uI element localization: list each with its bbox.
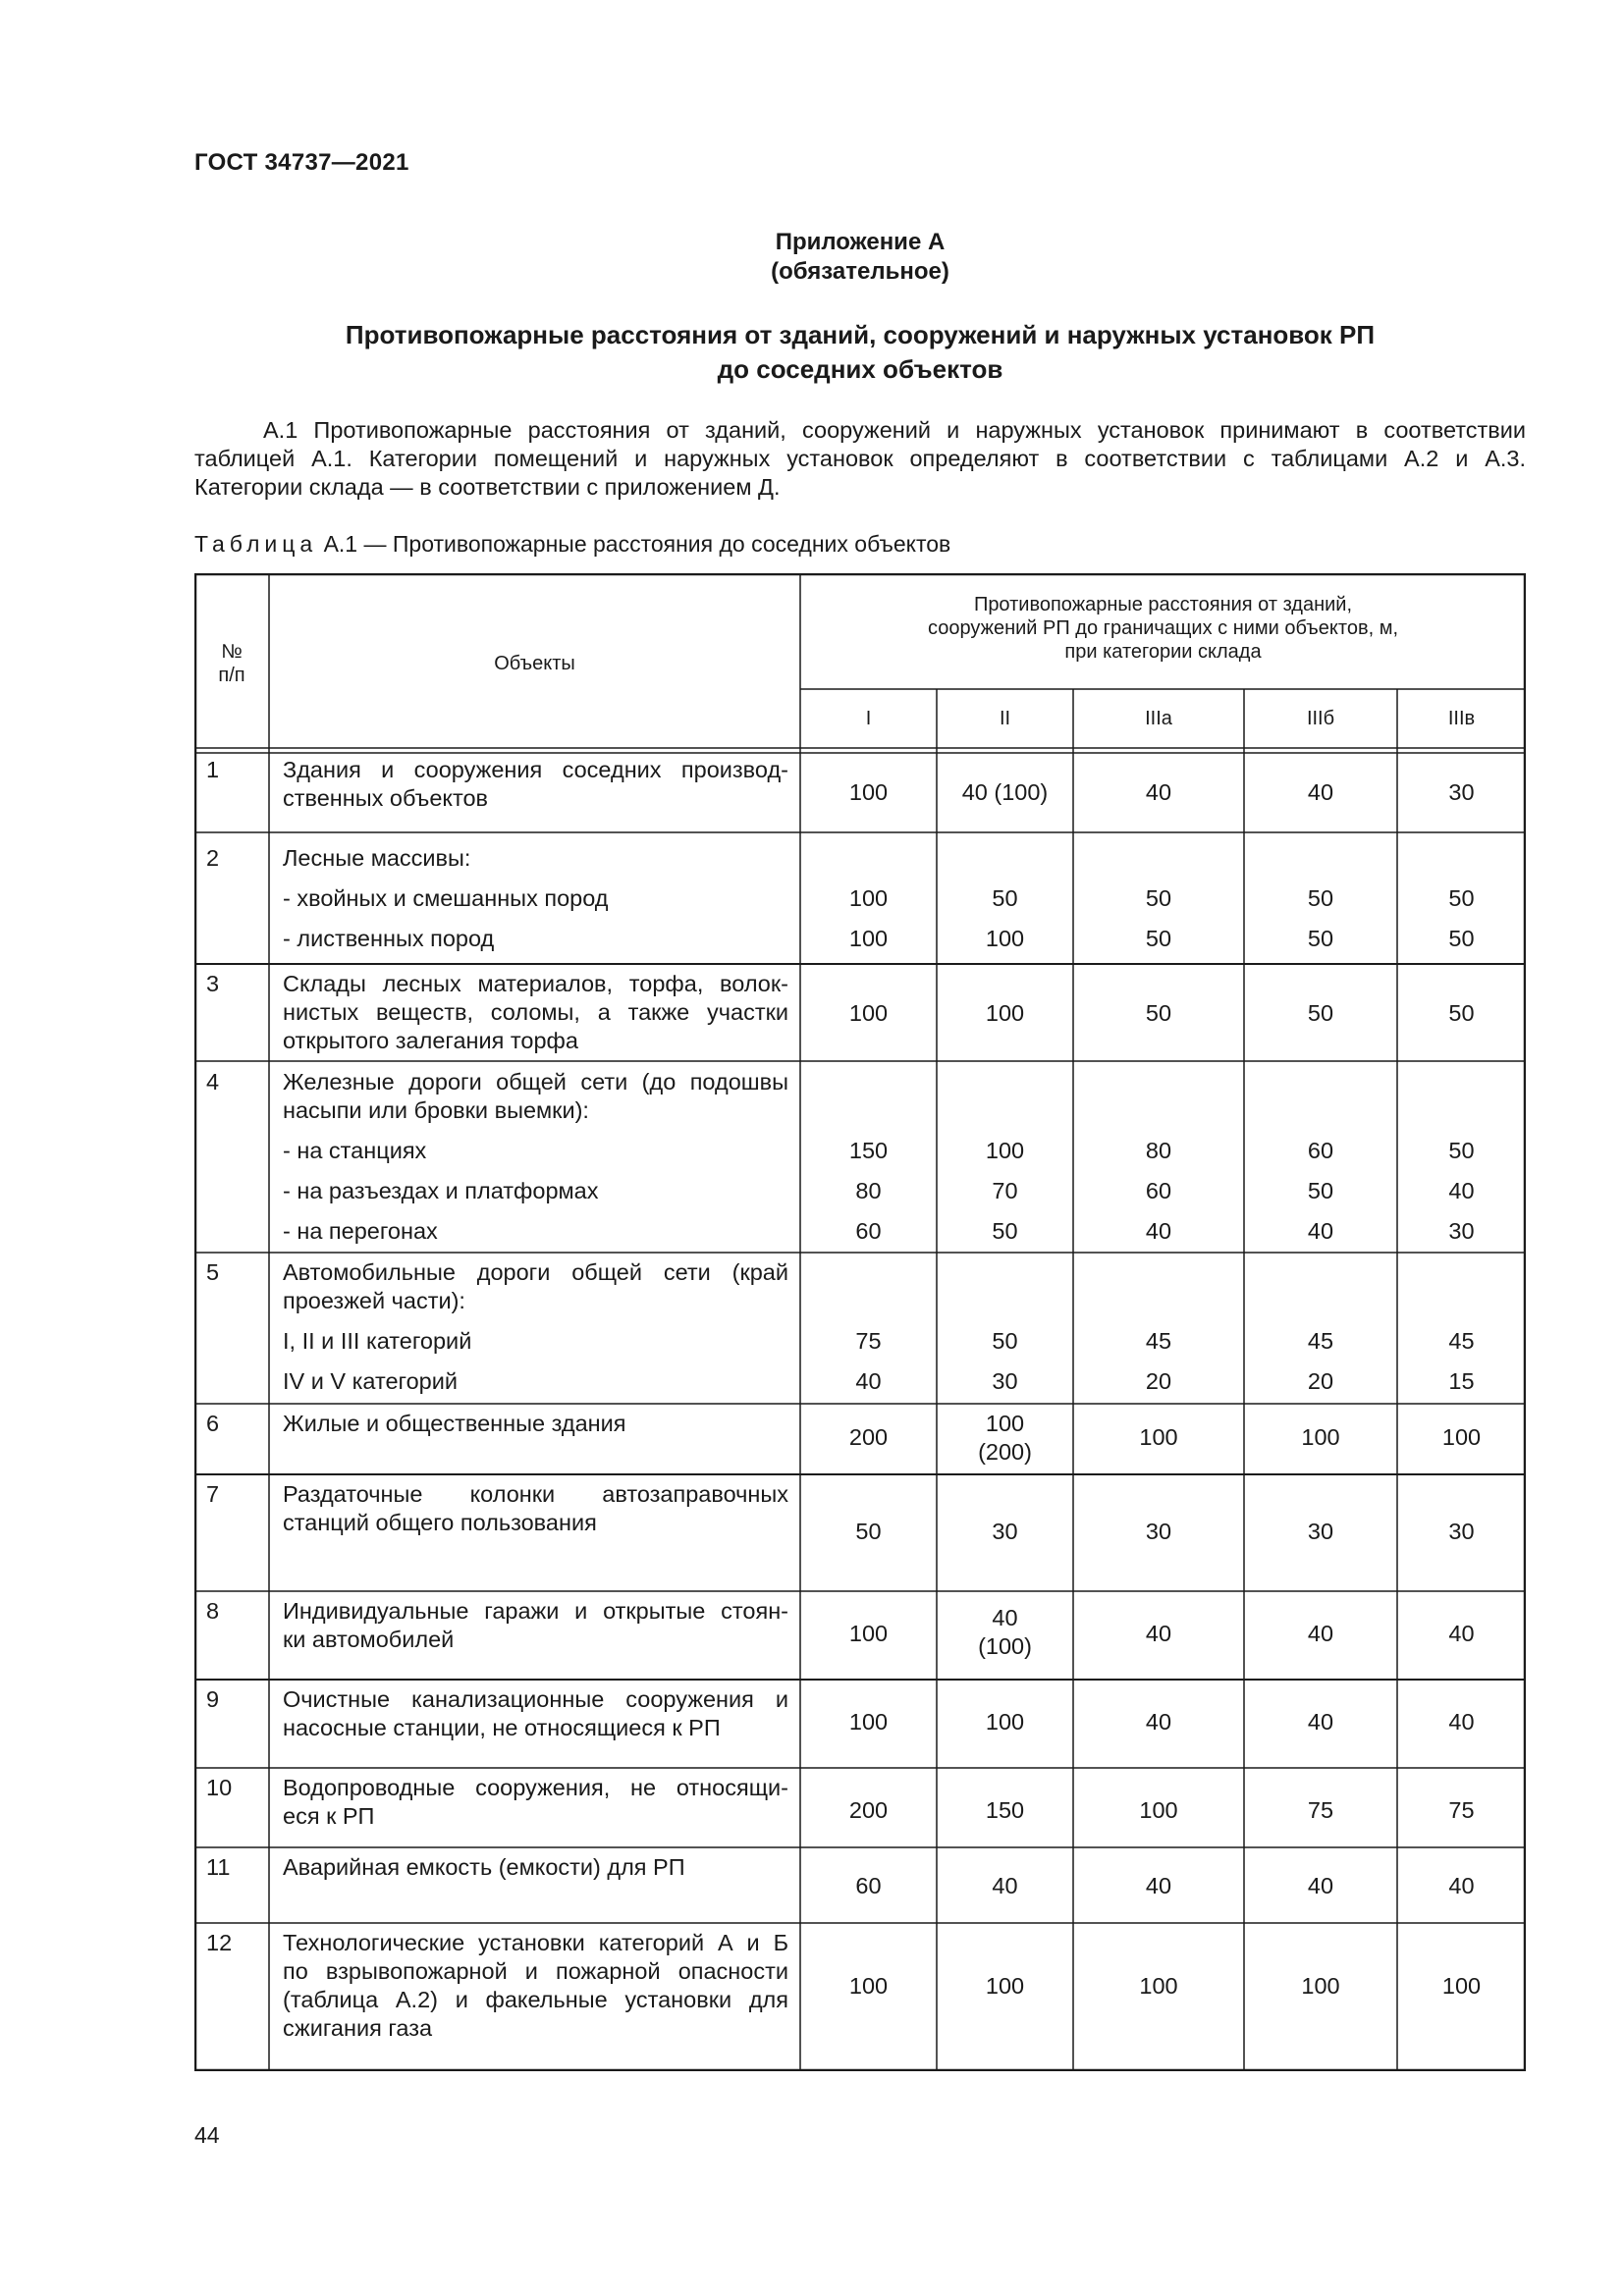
- row-6-value-2: [937, 1410, 1073, 1467]
- row-2-num: 2: [206, 845, 220, 871]
- annex-title: Приложение А: [775, 229, 946, 255]
- row-12-value-3: 100: [1139, 1973, 1178, 1999]
- row-8-value-2-line-1: 40: [992, 1605, 1018, 1630]
- row-10-value-2: 150: [985, 1797, 1025, 1823]
- header-category-3b: IIIб: [1306, 708, 1335, 729]
- row-4-line-3: - на станциях: [283, 1138, 427, 1163]
- row-2b-value-4: 50: [1307, 926, 1334, 951]
- row-6-value-2-line-1: 100: [985, 1411, 1025, 1436]
- row-6-value-5: 100: [1441, 1424, 1482, 1450]
- row-2a-value-5: 50: [1448, 885, 1475, 911]
- row-6-value-4: 100: [1301, 1424, 1340, 1450]
- row-12-num: 12: [206, 1930, 233, 1955]
- row-1-object: [283, 756, 788, 813]
- row-5b-value-1: 40: [855, 1368, 882, 1394]
- row-5-line-3: I, II и III категорий: [283, 1328, 472, 1354]
- row-10-object: [283, 1774, 788, 1831]
- row-8-value-5: 40: [1448, 1621, 1475, 1646]
- row-11-value-3: 40: [1145, 1873, 1172, 1898]
- row-4c-value-4: 40: [1307, 1218, 1334, 1244]
- row-7-line-2: станций общего пользования: [283, 1510, 597, 1535]
- row-7-value-3: 30: [1145, 1519, 1172, 1544]
- row-9-value-5: 40: [1448, 1709, 1475, 1735]
- row-9-value-3: 40: [1145, 1709, 1172, 1735]
- header-category-3v: IIIв: [1447, 708, 1476, 729]
- header-group-line-3: при категории склада: [1064, 641, 1262, 663]
- row-9-value-4: 40: [1307, 1709, 1334, 1735]
- table-caption-text: А.1 — Противопожарные расстояния до соседних объектов: [317, 531, 951, 557]
- row-11-value-1: 60: [855, 1873, 882, 1898]
- row-4b-value-3: 60: [1145, 1178, 1172, 1203]
- row-4-num: 4: [206, 1069, 220, 1095]
- row-1-line-1: Здания и сооружения соседних производ-: [283, 757, 788, 782]
- row-4-line-1: Железные дороги общей сети (до подошвы: [283, 1069, 788, 1095]
- header-num-line-1: №: [221, 641, 243, 663]
- row-4-line-4: - на разъездах и платформах: [283, 1178, 599, 1203]
- row-4a-value-1: 150: [848, 1138, 889, 1163]
- row-8-value-2-line-2: (100): [978, 1633, 1032, 1659]
- row-11-value-2: 40: [992, 1873, 1018, 1898]
- row-1-value-2: 40 (100): [961, 779, 1049, 805]
- row-1-value-4: 40: [1307, 779, 1334, 805]
- row-2a-value-4: 50: [1307, 885, 1334, 911]
- row-5-object: [283, 1258, 788, 1396]
- row-12-value-4: 100: [1301, 1973, 1340, 1999]
- row-11-num: 11: [206, 1854, 231, 1880]
- document-code: ГОСТ 34737—2021: [194, 149, 409, 176]
- row-12-line-1: Технологические установки категорий А и Б: [283, 1930, 788, 1955]
- row-9-value-1: 100: [848, 1709, 889, 1735]
- row-5a-value-3: 45: [1145, 1328, 1172, 1354]
- row-4-line-2: насыпи или бровки выемки):: [283, 1097, 589, 1123]
- row-2b-value-5: 50: [1448, 926, 1475, 951]
- row-4-object: [283, 1068, 788, 1246]
- row-4c-value-3: 40: [1145, 1218, 1172, 1244]
- row-2b-value-3: 50: [1145, 926, 1172, 951]
- header-objects: Объекты: [494, 653, 575, 674]
- row-1-num: 1: [206, 757, 220, 782]
- row-5-line-2: проезжей части):: [283, 1288, 465, 1313]
- row-2-line-2: - хвойных и смешанных пород: [283, 885, 609, 911]
- paragraph-line-1: А.1 Противопожарные расстояния от зданий, сооружений и наружных установок принимают в соответствии: [263, 417, 1526, 443]
- row-4b-value-5: 40: [1448, 1178, 1475, 1203]
- row-6-value-2-line-2: (200): [978, 1439, 1032, 1465]
- row-2-object: [283, 844, 788, 953]
- row-7-object: [283, 1480, 788, 1537]
- row-11-value-5: 40: [1448, 1873, 1475, 1898]
- row-3-value-5: 50: [1448, 1000, 1475, 1026]
- page-number: 44: [194, 2122, 220, 2148]
- row-8-value-2: [937, 1604, 1073, 1661]
- row-5a-value-5: 45: [1448, 1328, 1475, 1354]
- row-11-object: Аварийная емкость (емкости) для РП: [283, 1854, 685, 1880]
- table-caption: [194, 531, 950, 558]
- row-12-line-4: сжигания газа: [283, 2015, 433, 2041]
- row-10-value-3: 100: [1139, 1797, 1178, 1823]
- row-4b-value-2: 70: [992, 1178, 1018, 1203]
- row-7-line-1: Раздаточные колонки автозаправочных: [283, 1481, 788, 1507]
- row-3-object: [283, 970, 788, 1055]
- row-8-line-1: Индивидуальные гаражи и открытые стоян-: [283, 1598, 788, 1624]
- row-5b-value-2: 30: [992, 1368, 1018, 1394]
- row-3-line-2: нистых веществ, соломы, а также участки: [283, 999, 788, 1025]
- header-category-1: I: [865, 708, 872, 729]
- annex-status: (обязательное): [771, 258, 949, 285]
- row-12-value-1: 100: [848, 1973, 889, 1999]
- annex-heading-line-2: до соседних объектов: [717, 354, 1003, 384]
- row-8-value-3: 40: [1145, 1621, 1172, 1646]
- row-4a-value-2: 100: [985, 1138, 1025, 1163]
- header-group-line-1: Противопожарные расстояния от зданий,: [973, 594, 1353, 615]
- row-2b-value-1: 100: [848, 926, 889, 951]
- row-7-value-2: 30: [992, 1519, 1018, 1544]
- row-8-object: [283, 1597, 788, 1654]
- row-5b-value-5: 15: [1448, 1368, 1475, 1394]
- row-12-value-2: 100: [985, 1973, 1025, 1999]
- row-4a-value-5: 50: [1448, 1138, 1475, 1163]
- row-2a-value-1: 100: [848, 885, 889, 911]
- table-caption-label: Таблица: [194, 531, 318, 557]
- row-5-line-4: IV и V категорий: [283, 1368, 458, 1394]
- row-9-line-1: Очистные канализационные сооружения и: [283, 1686, 788, 1712]
- row-12-object: [283, 1929, 788, 2043]
- row-8-num: 8: [206, 1598, 220, 1624]
- row-1-line-2: ственных объектов: [283, 785, 489, 811]
- row-1-value-1: 100: [848, 779, 889, 805]
- paragraph-line-3: Категории склада — в соответствии с приложением Д.: [194, 474, 781, 500]
- row-4c-value-2: 50: [992, 1218, 1018, 1244]
- row-4-line-5: - на перегонах: [283, 1218, 438, 1244]
- row-4c-value-1: 60: [855, 1218, 882, 1244]
- header-category-2: II: [999, 708, 1011, 729]
- row-3-value-3: 50: [1145, 1000, 1172, 1026]
- row-12-value-5: 100: [1441, 1973, 1482, 1999]
- row-4b-value-1: 80: [855, 1178, 882, 1203]
- row-5a-value-1: 75: [855, 1328, 882, 1354]
- row-6-object: Жилые и общественные здания: [283, 1411, 626, 1436]
- row-1-value-3: 40: [1145, 779, 1172, 805]
- row-3-num: 3: [206, 971, 220, 996]
- row-2a-value-3: 50: [1145, 885, 1172, 911]
- row-5-num: 5: [206, 1259, 220, 1285]
- header-distance-group: [800, 593, 1526, 664]
- row-10-line-1: Водопроводные сооружения, не относящи-: [283, 1775, 788, 1800]
- row-7-value-1: 50: [855, 1519, 882, 1544]
- row-4b-value-4: 50: [1307, 1178, 1334, 1203]
- intro-paragraph: [194, 416, 1526, 502]
- row-3-value-1: 100: [848, 1000, 889, 1026]
- row-6-num: 6: [206, 1411, 220, 1436]
- annex-heading-line-1: Противопожарные расстояния от зданий, сооружений и наружных установок РП: [345, 320, 1376, 349]
- row-5b-value-4: 20: [1307, 1368, 1334, 1394]
- row-7-value-5: 30: [1448, 1519, 1475, 1544]
- row-6-value-3: 100: [1139, 1424, 1178, 1450]
- row-10-num: 10: [206, 1775, 233, 1800]
- header-num: [194, 640, 269, 687]
- header-group-line-2: сооружений РП до граничащих с ними объектов, м,: [927, 617, 1398, 639]
- row-8-value-1: 100: [848, 1621, 889, 1646]
- row-10-value-4: 75: [1307, 1797, 1334, 1823]
- row-7-value-4: 30: [1307, 1519, 1334, 1544]
- row-12-line-3: (таблица А.2) и факельные установки для: [283, 1987, 788, 2012]
- row-4a-value-3: 80: [1145, 1138, 1172, 1163]
- row-11-value-4: 40: [1307, 1873, 1334, 1898]
- row-8-line-2: ки автомобилей: [283, 1627, 455, 1652]
- row-2a-value-2: 50: [992, 885, 1018, 911]
- row-4a-value-4: 60: [1307, 1138, 1334, 1163]
- row-9-object: [283, 1685, 788, 1742]
- row-8-value-4: 40: [1307, 1621, 1334, 1646]
- row-9-line-2: насосные станции, не относящиеся к РП: [283, 1715, 721, 1740]
- row-2-line-3: - лиственных пород: [283, 926, 495, 951]
- row-1-value-5: 30: [1448, 779, 1475, 805]
- row-9-num: 9: [206, 1686, 220, 1712]
- row-4c-value-5: 30: [1448, 1218, 1475, 1244]
- row-10-line-2: еся к РП: [283, 1803, 375, 1829]
- row-12-line-2: по взрывопожарной и пожарной опасности: [283, 1958, 788, 1984]
- row-2-line-1: Лесные массивы:: [283, 845, 471, 871]
- row-2b-value-2: 100: [985, 926, 1025, 951]
- row-9-value-2: 100: [985, 1709, 1025, 1735]
- row-3-value-2: 100: [985, 1000, 1025, 1026]
- row-3-line-3: открытого залегания торфа: [283, 1028, 578, 1053]
- row-6-value-1: 200: [848, 1424, 889, 1450]
- row-3-value-4: 50: [1307, 1000, 1334, 1026]
- paragraph-line-2: таблицей А.1. Категории помещений и наружных установок определяют в соответствии с таблицами А.2 и А.3.: [194, 446, 1526, 471]
- row-5a-value-2: 50: [992, 1328, 1018, 1354]
- header-num-line-2: п/п: [218, 665, 245, 686]
- distance-table: [194, 573, 1526, 2071]
- row-10-value-5: 75: [1448, 1797, 1475, 1823]
- header-category-3a: IIIа: [1145, 708, 1172, 729]
- row-7-num: 7: [206, 1481, 220, 1507]
- row-5a-value-4: 45: [1307, 1328, 1334, 1354]
- row-5-line-1: Автомобильные дороги общей сети (край: [283, 1259, 788, 1285]
- row-10-value-1: 200: [848, 1797, 889, 1823]
- row-3-line-1: Склады лесных материалов, торфа, волок-: [283, 971, 788, 996]
- row-5b-value-3: 20: [1145, 1368, 1172, 1394]
